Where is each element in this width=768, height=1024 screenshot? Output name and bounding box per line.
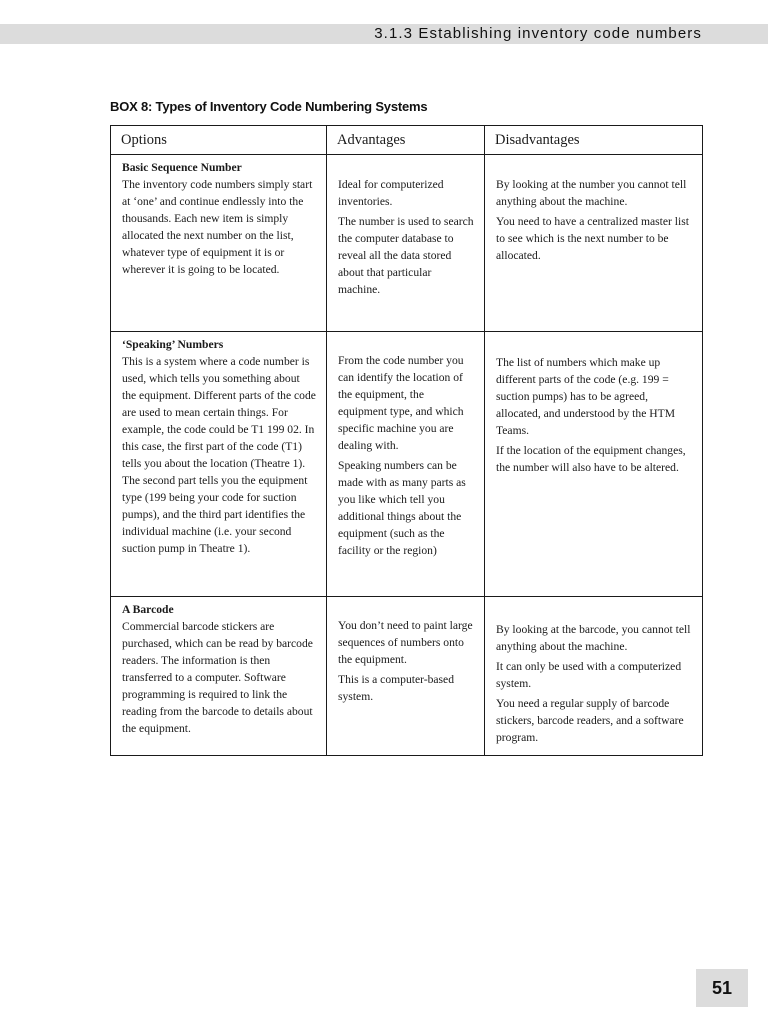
disadvantage-item: If the location of the equipment changes, the number will also have to be altered. [496, 444, 686, 474]
option-cell [111, 155, 327, 332]
option-cell [111, 597, 327, 756]
option-cell [111, 332, 327, 597]
advantages-cell [327, 332, 485, 597]
section-title: 3.1.3 Establishing inventory code numbers [374, 25, 702, 42]
section-header-band [0, 24, 768, 44]
numbering-systems-table [110, 125, 703, 756]
table-header-row [111, 126, 703, 155]
option-name: Basic Sequence Number [122, 161, 242, 174]
page-number-box [696, 969, 748, 1007]
disadvantage-item: By looking at the number you cannot tell anything about the machine. [496, 178, 687, 208]
advantage-item: Speaking numbers can be made with as many parts as you like which tell you additional things about the equipment (such as the facility or the region) [338, 459, 466, 557]
advantage-item: This is a computer-based system. [338, 673, 454, 703]
option-name: ‘Speaking’ Numbers [122, 338, 224, 351]
disadvantage-item: By looking at the barcode, you cannot tell anything about the machine. [496, 623, 691, 653]
disadvantage-item: You need a regular supply of barcode stickers, barcode readers, and a software program. [496, 697, 684, 744]
advantage-item: You don’t need to paint large sequences of numbers onto the equipment. [338, 619, 473, 666]
option-description: Commercial barcode stickers are purchased, which can be read by barcode readers. The information is then transferred to a computer. Software programming is required to link the reading from the barcode to details about the equipment. [122, 620, 313, 735]
table-row [111, 597, 703, 756]
disadvantage-item: The list of numbers which make up different parts of the code (e.g. 199 = suction pumps) has to be agreed, allocated, and understood by the HTM Teams. [496, 356, 676, 437]
advantages-cell [327, 597, 485, 756]
advantages-cell [327, 155, 485, 332]
column-header-advantages: Advantages [327, 126, 485, 155]
column-header-disadvantages: Disadvantages [485, 126, 703, 155]
advantage-item: From the code number you can identify the location of the equipment, the equipment type, and which specific machine you are dealing with. [338, 354, 464, 452]
disadvantages-cell [485, 332, 703, 597]
column-header-options: Options [111, 126, 327, 155]
option-description: This is a system where a code number is used, which tells you something about the equipment. Different parts of the code are used to mean certain things. For example, the code could be T1 199 02. In this case, the first part of the code (T1) tells you about the location (Theatre 1). [122, 355, 316, 470]
disadvantages-cell [485, 597, 703, 756]
disadvantage-item: It can only be used with a computerized system. [496, 660, 682, 690]
table-row [111, 332, 703, 597]
disadvantages-cell [485, 155, 703, 332]
table-row [111, 155, 703, 332]
page-number: 51 [711, 978, 733, 998]
option-name: A Barcode [122, 603, 174, 616]
option-description-continued: The second part tells you the equipment type (199 being your code for suction pumps), and the third part identifies the individual machine (i.e. your second suction pump in Theatre 1). [122, 474, 308, 555]
disadvantage-item: You need to have a centralized master list to see which is the next number to be allocated. [496, 215, 689, 262]
advantage-item: The number is used to search the computer database to reveal all the data stored about that particular machine. [338, 215, 474, 296]
advantage-item: Ideal for computerized inventories. [338, 178, 444, 208]
option-description: The inventory code numbers simply start at ‘one’ and continue endlessly into the thousands. Each new item is simply allocated the next number on the list, whatever type of equipment it is or wherever it is going to be located. [122, 178, 313, 276]
box-title: BOX 8: Types of Inventory Code Numbering Systems [110, 99, 428, 114]
